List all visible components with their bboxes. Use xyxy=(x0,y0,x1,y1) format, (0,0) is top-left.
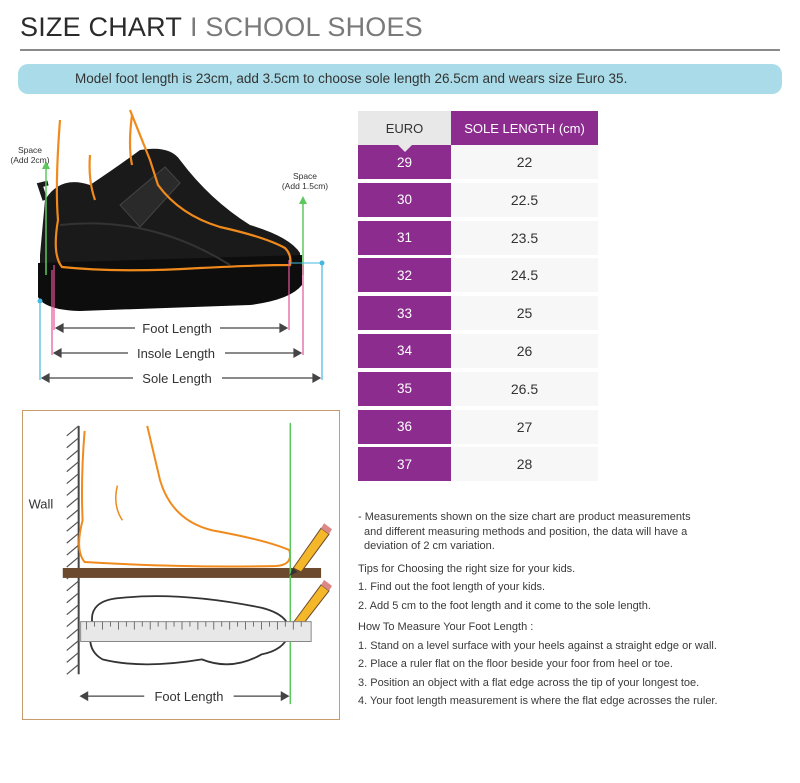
floor-board xyxy=(63,568,321,578)
sole-length-label: Sole Length xyxy=(142,371,212,386)
euro-cell: 36 xyxy=(358,410,451,444)
insole-length-label: Insole Length xyxy=(136,346,216,361)
table-row xyxy=(358,296,598,330)
sole-cell: 24.5 xyxy=(451,258,598,292)
header-euro-label: EURO xyxy=(385,120,424,136)
banner-text: Model foot length is 23cm, add 3.5cm to choose sole length 26.5cm and wears size Euro 35. xyxy=(75,71,628,86)
sole-cell: 22.5 xyxy=(451,183,598,217)
wall-label: Wall xyxy=(28,496,54,512)
header-sole-length: SOLE LENGTH (cm) xyxy=(451,111,598,145)
ruler xyxy=(81,622,312,642)
euro-cell: 29 xyxy=(358,145,451,179)
shoe-illustration xyxy=(38,149,302,311)
table-body xyxy=(358,145,598,481)
header-euro xyxy=(358,111,451,145)
measure-step: 4. Your foot length measurement is where the flat edge acrosses the ruler. xyxy=(358,695,718,707)
table-row xyxy=(358,145,598,179)
front-space-value: (Add 1.5cm) xyxy=(281,181,329,191)
measurement-note: deviation of 2 cm variation. xyxy=(364,540,495,552)
measurement-note: and different measuring methods and position, the data will have a xyxy=(364,525,688,538)
euro-cell: 35 xyxy=(358,372,451,406)
title-divider xyxy=(20,49,780,51)
measure-step: 2. Place a ruler flat on the floor beside your foor from heel or toe. xyxy=(358,658,673,670)
title-sub: I SCHOOL SHOES xyxy=(190,12,423,42)
page-title xyxy=(20,12,423,43)
foot-length-label: Foot Length xyxy=(142,321,212,336)
front-space-title: Space xyxy=(292,171,318,181)
sole-cell: 22 xyxy=(451,145,598,179)
model-info-banner xyxy=(18,64,782,94)
euro-cell: 31 xyxy=(358,221,451,255)
measure-step: 3. Position an object with a flat edge across the tip of your longest toe. xyxy=(358,676,700,689)
measure-step: 1. Stand on a level surface with your heels against a straight edge or wall. xyxy=(358,639,717,652)
sole-cell: 26 xyxy=(451,334,598,368)
tip-item: 2. Add 5 cm to the foot length and it come to the sole length. xyxy=(358,599,651,612)
euro-cell: 37 xyxy=(358,447,451,481)
euro-cell: 34 xyxy=(358,334,451,368)
table-row xyxy=(358,334,598,368)
sole-cell: 27 xyxy=(451,410,598,444)
table-row xyxy=(358,372,598,406)
table-header xyxy=(358,111,598,145)
table-row xyxy=(358,183,598,217)
back-space-value: (Add 2cm) xyxy=(10,155,50,165)
table-row xyxy=(358,447,598,481)
size-table xyxy=(358,111,598,481)
euro-cell: 32 xyxy=(358,258,451,292)
foot-length-label: Foot Length xyxy=(154,689,224,705)
sole-cell: 26.5 xyxy=(451,372,598,406)
measurement-note: - Measurements shown on the size chart are product measurements xyxy=(358,511,691,523)
header-notch xyxy=(398,145,412,152)
sole-cell: 28 xyxy=(451,447,598,481)
foot-measure-diagram xyxy=(22,410,340,720)
notes-section xyxy=(358,510,758,709)
title-main: SIZE CHART xyxy=(20,12,183,42)
table-row xyxy=(358,410,598,444)
euro-cell: 33 xyxy=(358,296,451,330)
side-foot-outline xyxy=(79,426,290,567)
sole-cell: 23.5 xyxy=(451,221,598,255)
table-row xyxy=(358,258,598,292)
tips-heading: Tips for Choosing the right size for your kids. xyxy=(358,562,576,575)
wall-illustration xyxy=(67,426,79,674)
sole-cell: 25 xyxy=(451,296,598,330)
tip-item: 1. Find out the foot length of your kids. xyxy=(358,581,546,593)
table-row xyxy=(358,221,598,255)
shoe-measurement-diagram xyxy=(0,105,340,395)
back-space-title: Space xyxy=(17,145,43,155)
euro-cell: 30 xyxy=(358,183,451,217)
measure-heading: How To Measure Your Foot Length : xyxy=(358,621,534,633)
